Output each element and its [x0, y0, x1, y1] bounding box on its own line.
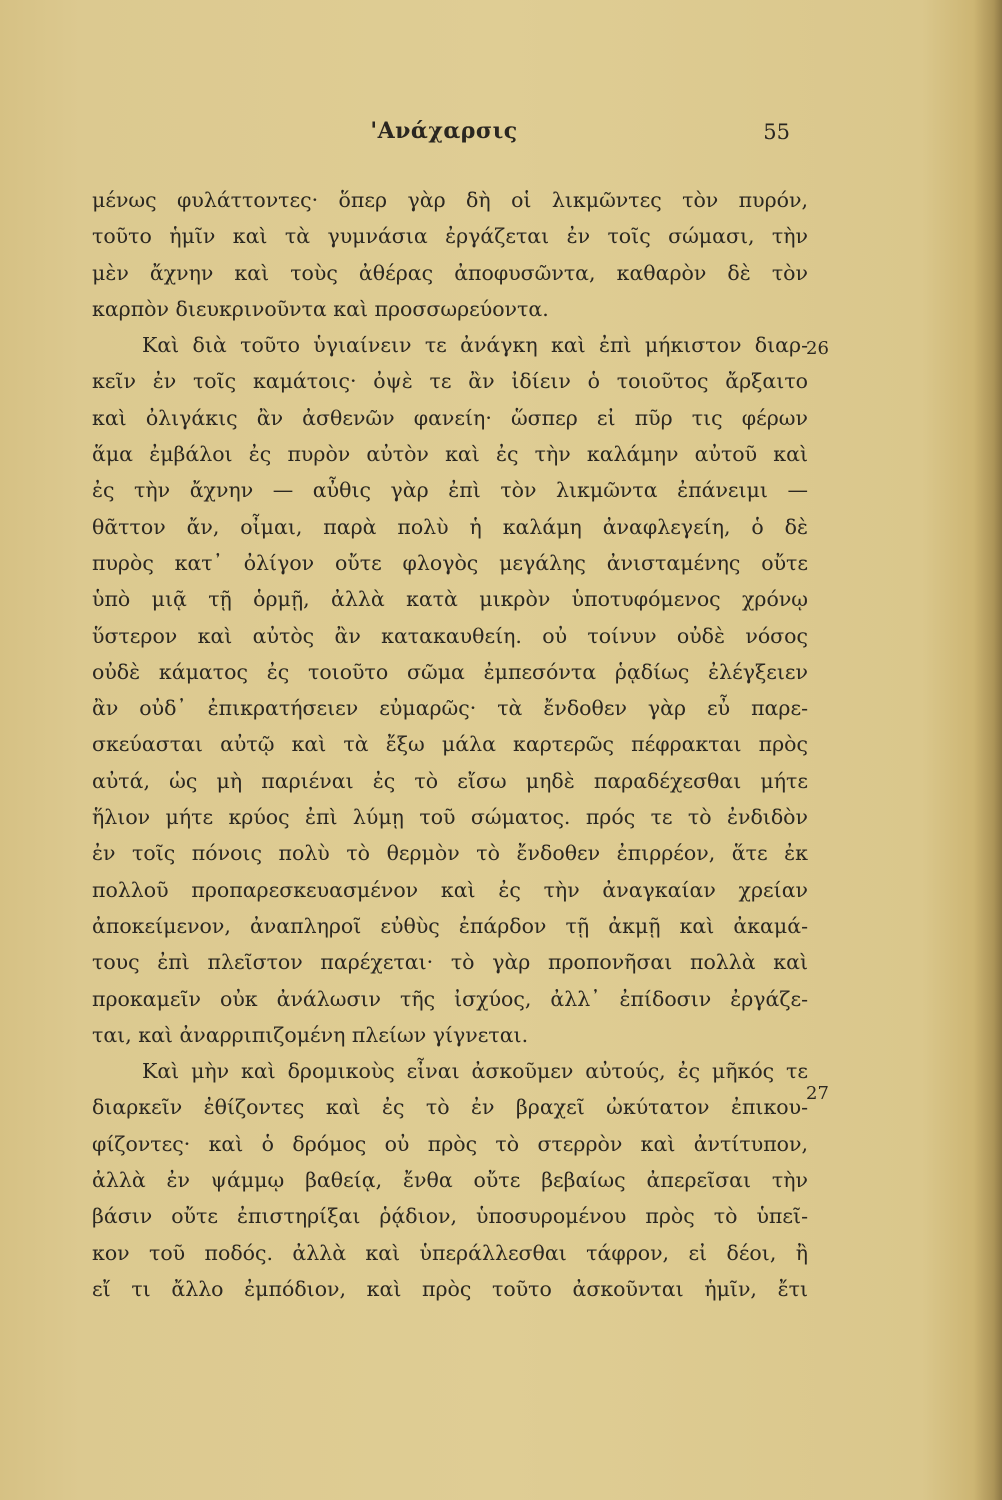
text-line: αὐτά, ὡς μὴ παριέναι ἐς τὸ εἴσω μηδὲ παραδέχεσθαι μήτε [92, 768, 808, 793]
text-line: σκεύασται αὐτῷ καὶ τὰ ἔξω μάλα καρτερῶς πέφρακται πρὸς [92, 732, 808, 757]
text-line: τοῦτο ἡμῖν καὶ τὰ γυμνάσια ἐργάζεται ἐν τοῖς σώμασι, τὴν [92, 224, 808, 249]
text-line: κεῖν ἐν τοῖς καμάτοις· ὀψὲ τε ἂν ἰδίειν ὁ τοιοῦτος ἄρξαιτο [92, 369, 808, 394]
text-line: κον τοῦ ποδός. ἀλλὰ καὶ ὑπεράλλεσθαι τάφρον, εἰ δέοι, ἢ [92, 1240, 808, 1265]
text-line: ἂν οὐδ᾽ ἐπικρατήσειεν εὐμαρῶς· τὰ ἔνδοθεν γὰρ εὖ παρε- [92, 696, 808, 721]
text-line: διαρκεῖν ἐθίζοντες καὶ ἐς τὸ ἐν βραχεῖ ὠκύτατον ἐπικου- [92, 1095, 808, 1120]
text-line: βάσιν οὔτε ἐπιστηρίξαι ῥᾴδιον, ὑποσυρομένου πρὸς τὸ ὑπεῖ- [92, 1204, 808, 1229]
running-title: 'Ανάχαρσις [370, 118, 518, 144]
text-line: ἅμα ἐμβάλοι ἐς πυρὸν αὐτὸν καὶ ἐς τὴν καλάμην αὐτοῦ καὶ [92, 442, 808, 467]
page-header [98, 118, 790, 158]
margin-section-number: 26 [806, 338, 829, 359]
text-line: ἐς τὴν ἄχνην — αὖθις γὰρ ἐπὶ τὸν λικμῶντα ἐπάνειμι — [92, 478, 808, 503]
paragraph-start-line: Καὶ διὰ τοῦτο ὑγιαίνειν τε ἀνάγκη καὶ ἐπὶ μήκιστον διαρ- [142, 333, 808, 358]
text-line: πυρὸς κατ᾽ ὀλίγον οὔτε φλογὸς μεγάλης ἀνισταμένης οὔτε [92, 550, 808, 575]
text-line: προκαμεῖν οὐκ ἀνάλωσιν τῆς ἰσχύος, ἀλλ᾽ ἐπίδοσιν ἐργάζε- [92, 986, 808, 1011]
text-line: καὶ ὀλιγάκις ἂν ἀσθενῶν φανείη· ὥσπερ εἰ πῦρ τις φέρων [92, 405, 808, 430]
text-line: φίζοντες· καὶ ὁ δρόμος οὐ πρὸς τὸ στερρὸν καὶ ἀντίτυπον, [92, 1131, 808, 1156]
paragraph-start-line: Καὶ μὴν καὶ δρομικοὺς εἶναι ἀσκοῦμεν αὐτούς, ἐς μῆκός τε [142, 1059, 808, 1084]
text-line: οὐδὲ κάματος ἐς τοιοῦτο σῶμα ἐμπεσόντα ῥᾳδίως ἐλέγξειεν [92, 659, 808, 684]
margin-section-number: 27 [806, 1083, 829, 1104]
text-line: θᾶττον ἄν, οἶμαι, παρὰ πολὺ ἡ καλάμη ἀναφλεγείη, ὁ δὲ [92, 514, 808, 539]
text-line: μὲν ἄχνην καὶ τοὺς ἀθέρας ἀποφυσῶντα, καθαρὸν δὲ τὸν [92, 260, 808, 285]
text-line: καρπὸν διευκρινοῦντα καὶ προσσωρεύοντα. [92, 296, 549, 321]
text-line: ἥλιον μήτε κρύος ἐπὶ λύμῃ τοῦ σώματος. πρός τε τὸ ἐνδιδὸν [92, 805, 808, 830]
text-line: ται, καὶ ἀναρριπιζομένη πλείων γίγνεται. [92, 1022, 529, 1047]
page-edge-shadow [974, 0, 1002, 1500]
text-line: μένως φυλάττοντες· ὅπερ γὰρ δὴ οἱ λικμῶντες τὸν πυρόν, [92, 188, 808, 212]
text-line: ἀποκείμενον, ἀναπληροῖ εὐθὺς ἐπάρδον τῇ ἀκμῇ καὶ ἀκαμά- [92, 913, 808, 938]
page-number: 55 [763, 120, 790, 144]
body-text [92, 182, 808, 1307]
text-line: τους ἐπὶ πλεῖστον παρέχεται· τὸ γὰρ προπονῆσαι πολλὰ καὶ [92, 950, 808, 975]
text-line: ἀλλὰ ἐν ψάμμῳ βαθείᾳ, ἔνθα οὔτε βεβαίως ἀπερεῖσαι τὴν [92, 1168, 808, 1193]
text-line: ὑπὸ μιᾷ τῇ ὁρμῇ, ἀλλὰ κατὰ μικρὸν ὑποτυφόμενος χρόνῳ [92, 587, 808, 612]
text-line: ὕστερον καὶ αὐτὸς ἂν κατακαυθείη. οὐ τοίνυν οὐδὲ νόσος [92, 623, 808, 648]
text-line: ἐν τοῖς πόνοις πολὺ τὸ θερμὸν τὸ ἔνδοθεν ἐπιρρέον, ἅτε ἐκ [92, 841, 808, 866]
text-line: εἴ τι ἄλλο ἐμπόδιον, καὶ πρὸς τοῦτο ἀσκοῦνται ἡμῖν, ἔτι [92, 1276, 808, 1301]
text-line: πολλοῦ προπαρεσκευασμένον καὶ ἐς τὴν ἀναγκαίαν χρείαν [92, 877, 808, 902]
